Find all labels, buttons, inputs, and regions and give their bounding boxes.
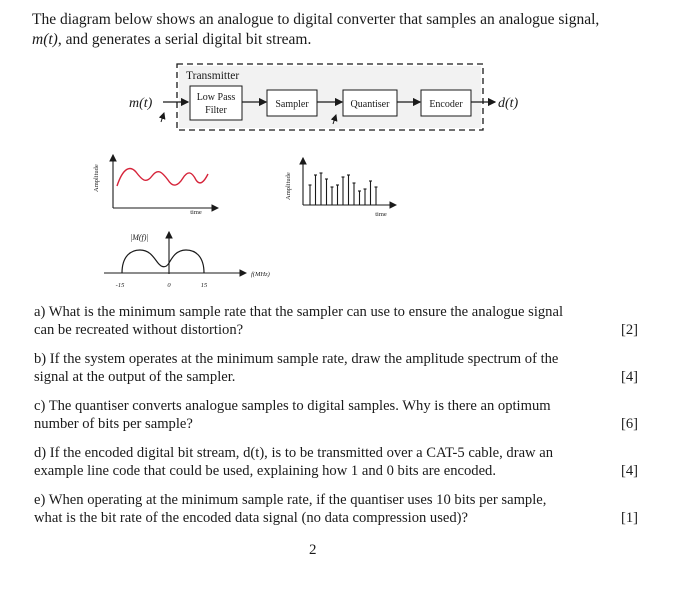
question-a-line2: can be recreated without distortion?	[34, 322, 244, 338]
spectrum-curve	[122, 250, 204, 273]
plot1-ylabel: Amplitude	[93, 164, 100, 192]
page-number: 2	[309, 542, 317, 558]
analogue-signal-plot	[93, 155, 218, 216]
question-e	[34, 491, 638, 527]
question-a-line1: a) What is the minimum sample rate that the sampler can use to ensure the analogue signal	[34, 304, 563, 320]
question-b-line2: signal at the output of the sampler.	[34, 369, 236, 385]
intro-text-1: The diagram below shows an analogue to digital converter that samples an analogue signal,	[32, 11, 600, 28]
question-e-line1: e) When operating at the minimum sample rate, if the quantiser uses 10 bits per sample,	[34, 492, 547, 508]
question-c-marks: [6]	[620, 416, 638, 432]
question-b-marks: [4]	[620, 369, 638, 385]
output-signal-label: d(t)	[498, 96, 519, 111]
spectrum-tick-0: 0	[167, 282, 171, 289]
analogue-waveform	[117, 169, 208, 186]
transmitter-label: Transmitter	[186, 70, 240, 82]
question-a-marks: [2]	[620, 322, 638, 338]
question-a	[34, 303, 638, 339]
question-b	[34, 350, 638, 386]
question-d-line1: d) If the encoded digital bit stream, d(t), is to be transmitted over a CAT-5 cable, draw an	[34, 445, 554, 461]
intro-signal-name: m(t)	[32, 31, 58, 48]
question-e-line2: what is the bit rate of the encoded data signal (no data compression used)?	[34, 510, 469, 526]
question-c-line1: c) The quantiser converts analogue samples to digital samples. Why is there an optimum	[34, 398, 551, 414]
input-signal-label: m(t)	[129, 96, 153, 111]
spectrum-tick-neg15: -15	[115, 282, 125, 289]
question-d-line2: example line code that could be used, explaining how 1 and 0 bits are encoded.	[34, 463, 496, 479]
spectrum-xlabel: f(MHz)	[251, 271, 270, 278]
sampled-signal-plot	[285, 158, 396, 218]
plot2-xlabel: time	[375, 211, 387, 218]
spectrum-ylabel: |M(f)|	[130, 233, 149, 242]
lpf-label-line1: Low Pass	[196, 92, 236, 103]
spectrum-tick-15: 15	[200, 282, 208, 289]
adc-diagram	[0, 0, 678, 300]
question-c-line2: number of bits per sample?	[34, 416, 193, 432]
question-b-line1: b) If the system operates at the minimum sample rate, draw the amplitude spectrum of the	[34, 351, 559, 367]
question-c	[34, 397, 638, 433]
intro-text-2: , and generates a serial digital bit stream.	[57, 31, 312, 48]
quantiser-label: Quantiser	[350, 99, 390, 110]
lpf-label-line2: Filter	[205, 105, 227, 116]
sampler-label: Sampler	[275, 99, 309, 110]
plot2-ylabel: Amplitude	[285, 172, 292, 200]
input-pointer	[161, 113, 164, 122]
spectrum-plot	[104, 232, 270, 289]
question-d	[34, 444, 638, 480]
plot1-xlabel: time	[190, 209, 202, 216]
encoder-label: Encoder	[429, 99, 463, 110]
question-e-marks: [1]	[620, 510, 638, 526]
question-d-marks: [4]	[620, 463, 638, 479]
